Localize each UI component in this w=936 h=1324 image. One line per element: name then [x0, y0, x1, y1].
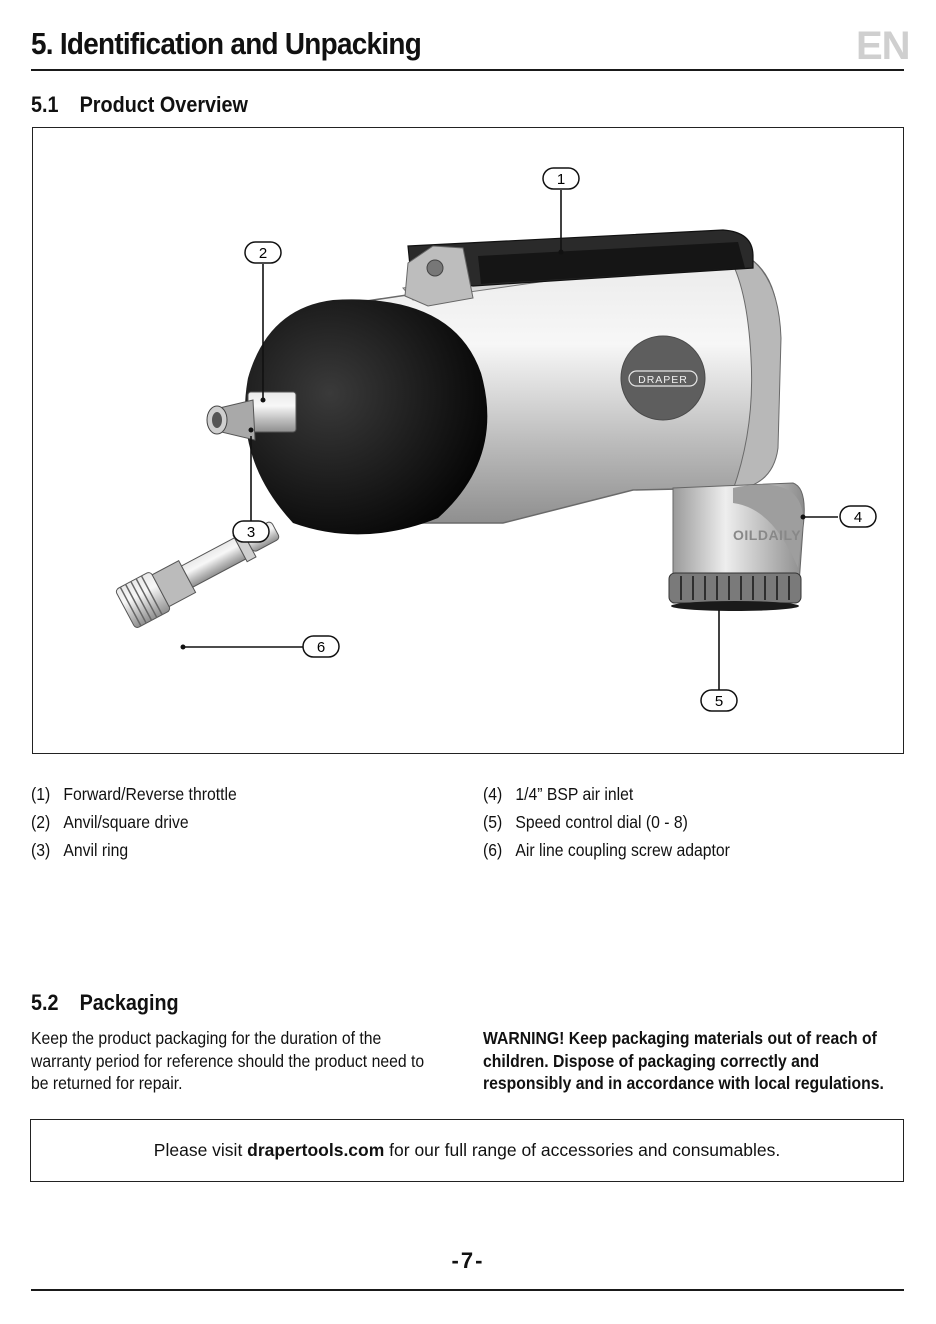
- section-heading-packaging: [31, 990, 179, 1016]
- info-prefix: Please visit: [153, 1140, 248, 1160]
- legend-number: (3): [31, 840, 51, 860]
- svg-text:5: 5: [714, 693, 724, 710]
- page-title: 5. Identification and Unpacking: [31, 26, 422, 61]
- section-title: Packaging: [79, 990, 179, 1015]
- info-box: [30, 1119, 904, 1182]
- packaging-warning: WARNING! Keep packaging materials out of reach of children. Dispose of packaging correctly and responsibly and in accordance with local regulations.: [483, 1028, 884, 1093]
- section-number: 5.2: [31, 990, 59, 1015]
- website-link[interactable]: drapertools.com: [247, 1140, 385, 1160]
- language-tag: EN: [856, 24, 910, 68]
- legend-label: Forward/Reverse throttle: [63, 784, 237, 804]
- section-title: Product Overview: [79, 92, 248, 117]
- legend-number: (1): [31, 784, 51, 804]
- section-heading-product-overview: [31, 92, 248, 118]
- svg-text:1: 1: [556, 171, 566, 188]
- svg-text:3: 3: [246, 524, 256, 541]
- legend-number: (5): [483, 812, 503, 832]
- legend-item-4: [483, 784, 633, 805]
- page-number: -7-: [451, 1248, 485, 1273]
- legend-item-1: [31, 784, 237, 805]
- callout-6: [303, 636, 339, 657]
- draper-logo-text: DRAPER: [638, 374, 688, 386]
- legend-number: (4): [483, 784, 503, 804]
- svg-text:2: 2: [258, 245, 268, 262]
- svg-text:4: 4: [853, 509, 863, 526]
- legend-item-6: [483, 840, 730, 861]
- svg-text:6: 6: [316, 639, 326, 656]
- legend-label: Anvil ring: [63, 840, 129, 860]
- product-figure: [32, 127, 904, 754]
- legend-number: (6): [483, 840, 503, 860]
- callout-5: [701, 690, 737, 711]
- callout-4: [840, 506, 876, 527]
- legend-label: Speed control dial (0 - 8): [515, 812, 688, 832]
- section-number: 5.1: [31, 92, 59, 117]
- legend-item-2: [31, 812, 189, 833]
- callout-1: [543, 168, 579, 189]
- footer-rule: [31, 1289, 904, 1291]
- legend-item-5: [483, 812, 688, 833]
- inlet-engraving: OILDAILY: [733, 527, 802, 543]
- info-suffix: for our full range of accessories and consumables.: [384, 1140, 781, 1160]
- legend-label: Anvil/square drive: [63, 812, 189, 832]
- legend-label: Air line coupling screw adaptor: [515, 840, 730, 860]
- callout-2: [245, 242, 281, 263]
- packaging-text: Keep the product packaging for the duration of the warranty period for reference should the product need to be returned for repair.: [31, 1028, 425, 1093]
- impact-wrench-illustration: [33, 128, 905, 755]
- legend-number: (2): [31, 812, 51, 832]
- title-rule: [31, 69, 904, 71]
- callout-3: [233, 521, 269, 542]
- legend-item-3: [31, 840, 128, 861]
- info-text: [31, 1140, 903, 1161]
- legend-label: 1/4” BSP air inlet: [515, 784, 634, 804]
